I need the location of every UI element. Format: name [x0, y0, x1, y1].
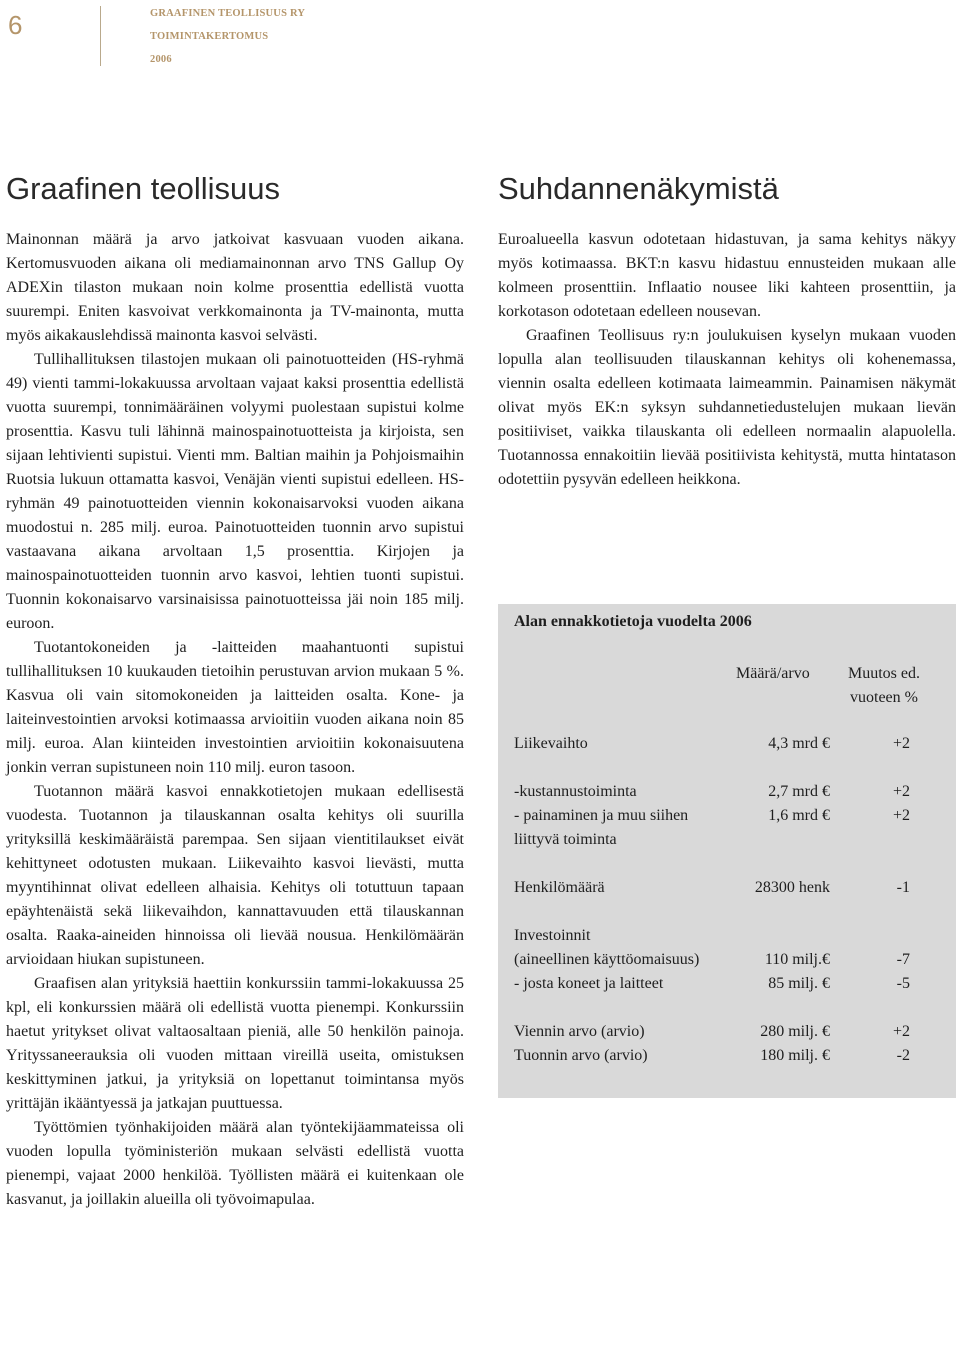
- right-column: [498, 228, 956, 492]
- column-header-value: Määrä/arvo: [736, 665, 810, 682]
- row-label: Henkilömäärä: [514, 879, 605, 896]
- paragraph: Tuotannon määrä kasvoi ennakkotietojen mukaan edellisestä vuodesta. Tuotannon ja tilauskannan osalta kehitys oli suurilla yrityksillä keskimääräistä parempaa. Sen sijaan vientitilaukset eivät kehittyneet odotusten mukaan. Liikevaihto kasvoi lievästi, mutta myyntihinnat olivat edelleen alhaisia. Kehitys oli totuttuun tapaan epäyhtenäistä sekä liikevaihdon, kannattavuuden että tilauskannan osalta. Raaka-aineiden hinnoissa oli lievää nousua. Henkilömäärän arvioidaan hiukan supistuneen.: [6, 783, 464, 968]
- table-body: [498, 732, 956, 1068]
- row-value: 1,6 mrd €: [768, 807, 830, 824]
- paragraph: Työttömien työnhakijoiden määrä alan työntekijäammateissa oli vuoden lopulla työministeriön mukaan selvästi edellistä vuotta pienempi, vajaat 2000 henkilöä. Työllisten määrä ei kuitenkaan ole kasvanut, ja joillakin alueilla oli työvoimapulaa.: [6, 1119, 464, 1208]
- table-row: [498, 1044, 956, 1068]
- row-value: 85 milj. €: [768, 975, 830, 992]
- row-change: +2: [892, 1023, 910, 1040]
- row-change: -1: [896, 879, 910, 896]
- table-row: [498, 1020, 956, 1044]
- table-row: [498, 780, 956, 804]
- table-row: [498, 948, 956, 972]
- table-title: Alan ennakkotietoja vuodelta 2006: [514, 613, 752, 630]
- row-value: 280 milj. €: [760, 1023, 830, 1040]
- paragraph: Graafisen alan yrityksiä haettiin konkurssiin tammi-lokakuussa 25 kpl, eli konkurssien määrä oli edellistä vuotta pienempi. Konkurssiin haetut yritykset olivat valtaosaltaan pieniä, alle 50 henkilön painoja. Yrityssaneerauksia oli vuoden mittaan vireillä useita, omistuksen keskittyminen jatkui, ja yrityksiä on lopettanut toimintansa myös yrittäjän ikääntyessä ja jatkajan puuttuessa.: [6, 975, 464, 1112]
- column-header-change: [838, 662, 930, 710]
- paragraph: Tuotantokoneiden ja -laitteiden maahantuonti supistui tullihallituksen 10 kuukauden tietoihin perustuvan arvion mukaan 5 %. Kasvua oli vain sitomokoneiden ja laitteiden osalta. Kone- ja laiteinvestointien arvoksi kotimaassa arvioitiin vuoden aikana noin 85 milj. euroa. Alan kiinteiden investointien arvioitiin kokonaisuutena jonkin verran supistuneen noin 110 milj. euron tasoon.: [6, 639, 464, 776]
- forecast-table-box: [498, 604, 956, 1098]
- left-column: [6, 228, 464, 1212]
- header-divider: [100, 6, 101, 66]
- header-report-name: TOIMINTAKERTOMUS: [150, 31, 269, 42]
- row-label: liittyvä toiminta: [514, 831, 617, 848]
- table-row: [498, 828, 956, 852]
- table-row: [498, 876, 956, 900]
- paragraph: Mainonnan määrä ja arvo jatkoivat kasvuaan vuoden aikana. Kertomusvuoden aikana oli mediamainonnan arvo TNS Gallup Oy ADEXin tilaston mukaan noin kolme prosenttia edellistä vuotta suurempi. Eniten kasvoivat verkkomainonta ja TV-mainonta, mutta myös aikakauslehdissä mainonta kasvoi selvästi.: [6, 231, 464, 344]
- section-title-outlook: Suhdannenäkymistä: [498, 171, 779, 206]
- row-label: -kustannustoiminta: [514, 783, 637, 800]
- row-change: -5: [896, 975, 910, 992]
- row-label: Tuonnin arvo (arvio): [514, 1047, 648, 1064]
- row-value: 2,7 mrd €: [768, 783, 830, 800]
- paragraph: Tullihallituksen tilastojen mukaan oli painotuotteiden (HS-ryhmä 49) vienti tammi-lokakuussa arvoltaan vajaat kaksi prosenttia edellistä vuotta suurempi, tonnimääräinen volyymi puolestaan supistui kolme prosenttia. Kasvu tuli lähinnä mainospainotuotteista ja kirjoista, sen sijaan lehtivienti supistui. Vienti mm. Baltian maihin ja Pohjoismaihin Ruotsia lukuun ottamatta kasvoi, Venäjän vienti supistui edelleen. HS-ryhmän 49 painotuotteiden viennin kokonaisarvoksi vuoden aikana muodostui n. 285 milj. euroa. Painotuotteiden tuonnin arvo supistui vastaavana aikana arvoltaan 1,5 prosenttia. Kirjojen ja mainospainotuotteiden tuonnin arvo kasvoi, lehtien tuonti supistui. Tuonnin kokonaisarvo varsinaisissa painotuotteissa jäi noin 185 milj. euroon.: [6, 351, 464, 632]
- table-row: [498, 924, 956, 948]
- row-label: (aineellinen käyttöomaisuus): [514, 951, 700, 968]
- row-change: +2: [892, 783, 910, 800]
- row-label: - josta koneet ja laitteet: [514, 975, 664, 992]
- column-header-change-line2: vuoteen %: [850, 689, 918, 706]
- table-row: [498, 732, 956, 756]
- row-value: 180 milj. €: [760, 1047, 830, 1064]
- row-change: -7: [896, 951, 910, 968]
- paragraph: Euroalueella kasvun odotetaan hidastuvan, ja sama kehitys näkyy myös kotimaassa. BKT:n kasvu hidastuu ennusteiden mukaan alle kolmeen prosenttiin. Inflaatio nousee liki kahteen prosenttiin, ja korkotason odotetaan edelleen nousevan.: [498, 231, 956, 320]
- row-change: +2: [892, 807, 910, 824]
- running-header: [150, 2, 305, 71]
- row-value: 4,3 mrd €: [768, 735, 830, 752]
- row-value: 28300 henk: [754, 879, 830, 896]
- table-row: [498, 804, 956, 828]
- row-label: Viennin arvo (arvio): [514, 1023, 645, 1040]
- row-change: -2: [896, 1047, 910, 1064]
- row-label: Liikevaihto: [514, 735, 588, 752]
- row-label: - painaminen ja muu siihen: [514, 807, 689, 824]
- paragraph: Graafinen Teollisuus ry:n joulukuisen kyselyn mukaan vuoden lopulla alan teollisuuden tilauskannan kehitys oli kohenemassa, viennin osalta edelleen kotimaata laimeammin. Painamisen näkymät olivat myös EK:n syksyn suhdannetiedustelujen mukaan lievän positiiviset, vaikka tilauskanta oli edelleen normaalin alapuolella. Tuotannossa ennakoitiin lievää positiivista kehitystä, mutta hintatason odotettiin pysyvän edelleen heikkona.: [498, 327, 956, 488]
- column-header-change-line1: Muutos ed.: [848, 665, 920, 682]
- table-row: [498, 972, 956, 996]
- section-title-industry: Graafinen teollisuus: [6, 171, 280, 206]
- header-organization: GRAAFINEN TEOLLISUUS RY: [150, 8, 306, 19]
- row-label: Investoinnit: [514, 927, 591, 944]
- header-year: 2006: [150, 54, 172, 65]
- row-change: +2: [892, 735, 910, 752]
- row-value: 110 milj.€: [764, 951, 830, 968]
- page-number: 6: [8, 10, 23, 40]
